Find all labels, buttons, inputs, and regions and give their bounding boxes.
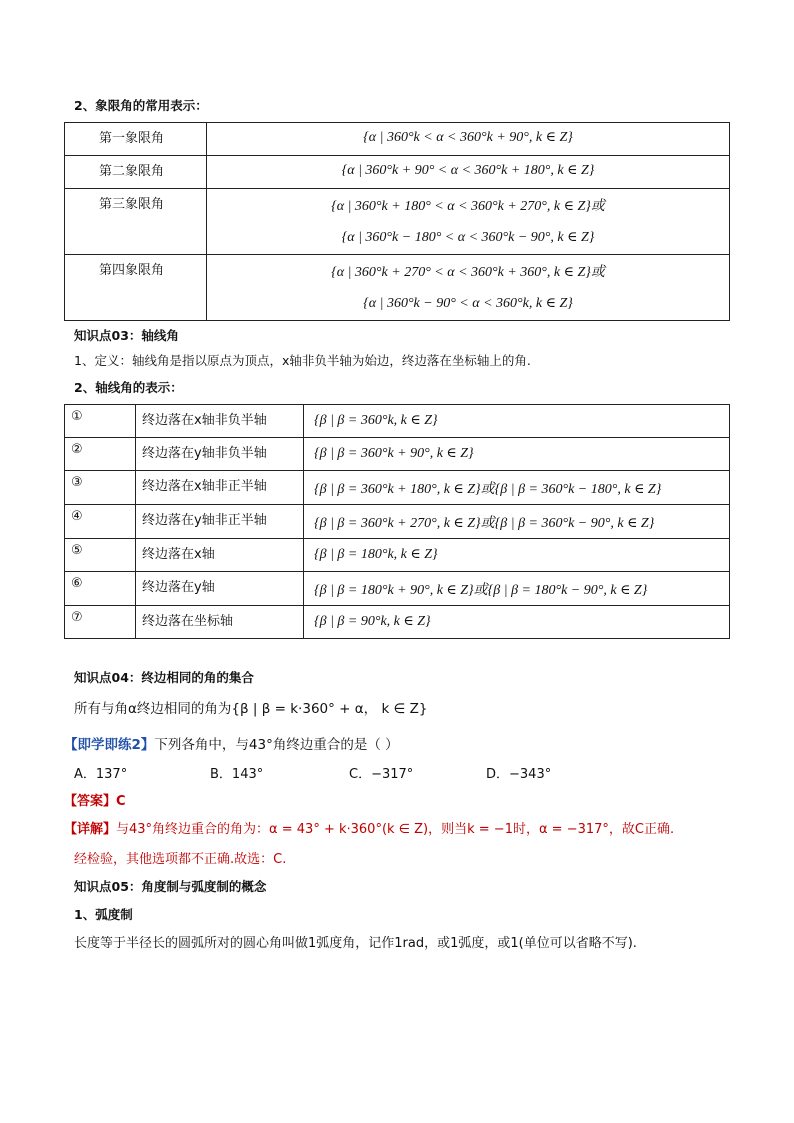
option-c: C．−317° [349, 767, 414, 782]
answer-value: C [116, 794, 126, 809]
axis-desc: 终边落在x轴 [142, 547, 215, 562]
kp05-sub1: 1、弧度制 [74, 907, 133, 922]
kp05-title: 知识点05：角度制与弧度制的概念 [74, 879, 267, 894]
detail-line [64, 818, 674, 837]
quadrant-set: {α | 360°k < α < 360°k + 90°, k ∈ Z} [363, 130, 573, 145]
option-d: D．−343° [486, 767, 552, 782]
quadrant-name: 第四象限角 [99, 263, 165, 278]
quadrant-set: {α | 360°k − 90° < α < 360°k, k ∈ Z} [363, 296, 573, 311]
axis-num: ③ [71, 475, 83, 490]
option-a: A．137° [74, 767, 128, 782]
axis-set: {β | β = 360°k, k ∈ Z} [314, 413, 438, 428]
quadrant-name: 第三象限角 [99, 197, 165, 212]
practice-line [64, 733, 399, 753]
kp04-title: 知识点04：终边相同的角的集合 [74, 670, 254, 685]
axis-set: {β | β = 360°k + 180°, k ∈ Z}或{β | β = 360°k − 180°, k ∈ Z} [314, 482, 662, 497]
kp03-title: 知识点03：轴线角 [74, 328, 179, 343]
axis-desc: 终边落在x轴非正半轴 [142, 479, 267, 494]
section2-title: 2、象限角的常用表示： [74, 98, 208, 113]
axis-desc: 终边落在y轴非负半轴 [142, 446, 267, 461]
quadrant-set: {α | 360°k + 270° < α < 360°k + 360°, k ∈ Z}或 [331, 265, 605, 280]
axis-set: {β | β = 90°k, k ∈ Z} [314, 614, 431, 629]
kp03-sub2: 2、轴线角的表示： [74, 380, 183, 395]
axis-set: {β | β = 360°k + 90°, k ∈ Z} [314, 446, 474, 461]
detail-label: 【详解】 [64, 822, 117, 837]
quadrant-name: 第一象限角 [99, 131, 165, 146]
practice-label: 【即学即练2】 [64, 737, 155, 753]
axis-num: ⑤ [71, 543, 83, 558]
axis-num: ⑦ [71, 610, 83, 625]
answer-line [64, 790, 126, 809]
quadrant-set: {α | 360°k + 180° < α < 360°k + 270°, k ∈ Z}或 [331, 199, 605, 214]
quadrant-table [64, 122, 730, 321]
practice-question: 下列各角中，与43°角终边重合的是（ ） [154, 737, 399, 753]
axis-set: {β | β = 180°k, k ∈ Z} [314, 547, 438, 562]
axis-desc: 终边落在y轴非正半轴 [142, 513, 267, 528]
detail-text: 与43°角终边重合的角为：α = 43° + k⋅360°(k ∈ Z)，则当k = −1时，α = −317°，故C正确. [116, 822, 675, 837]
axis-set: {β | β = 180°k + 90°, k ∈ Z}或{β | β = 180°k − 90°, k ∈ Z} [314, 583, 648, 598]
axis-num: ② [71, 442, 83, 457]
axis-desc: 终边落在坐标轴 [142, 614, 234, 629]
kp03-definition: 1、定义：轴线角是指以原点为顶点，x轴非负半轴为始边，终边落在坐标轴上的角. [74, 353, 531, 368]
detail-text-2: 经检验，其他选项都不正确.故选：C. [74, 852, 287, 867]
quadrant-name: 第二象限角 [99, 164, 165, 179]
axis-num: ⑥ [71, 576, 83, 591]
kp04-text: 所有与角α终边相同的角为{β | β = k⋅360° + α， k ∈ Z} [74, 701, 428, 717]
axis-num: ① [71, 409, 83, 424]
axis-num: ④ [71, 509, 83, 524]
axis-desc: 终边落在y轴 [142, 580, 215, 595]
option-b: B．143° [210, 767, 264, 782]
axis-desc: 终边落在x轴非负半轴 [142, 413, 267, 428]
quadrant-set: {α | 360°k + 90° < α < 360°k + 180°, k ∈ Z} [341, 163, 595, 178]
quadrant-set: {α | 360°k − 180° < α < 360°k − 90°, k ∈ Z} [341, 230, 595, 245]
axis-table [64, 404, 730, 639]
kp05-text: 长度等于半径长的圆弧所对的圆心角叫做1弧度角，记作1rad，或1弧度，或1(单位可以省略不写). [74, 936, 637, 951]
answer-label: 【答案】 [64, 794, 117, 809]
axis-set: {β | β = 360°k + 270°, k ∈ Z}或{β | β = 360°k − 90°, k ∈ Z} [314, 516, 655, 531]
